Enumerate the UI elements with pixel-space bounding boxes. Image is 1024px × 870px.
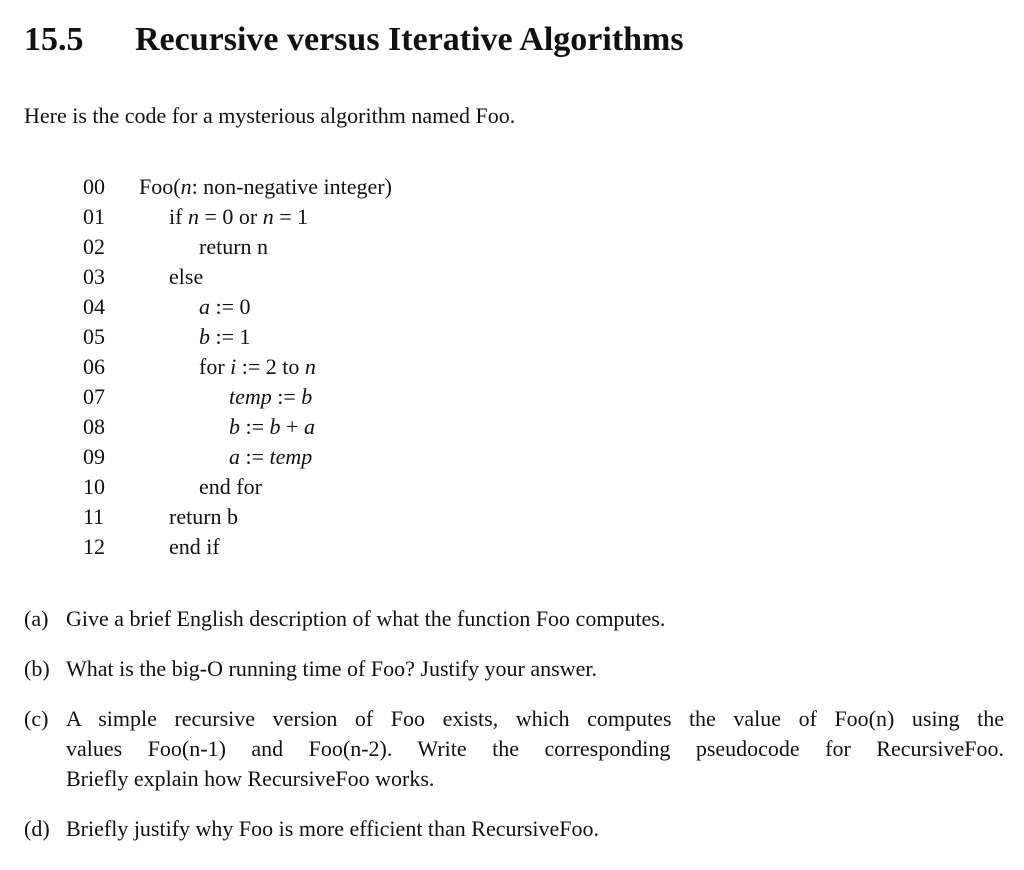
math-variable: n	[187, 204, 199, 229]
code-line	[83, 412, 583, 442]
code-statement: a := temp	[229, 444, 313, 469]
code-statement: end for	[199, 474, 262, 499]
line-number: 00	[83, 174, 105, 199]
question-label: (d)	[24, 816, 50, 841]
code-statement: b := 1	[199, 324, 251, 349]
math-variable: temp	[269, 444, 313, 469]
math-variable: b	[269, 414, 281, 439]
question-label: (c)	[24, 706, 49, 731]
code-line	[83, 532, 583, 562]
code-line	[83, 502, 583, 532]
math-variable: a	[199, 294, 210, 319]
line-number: 09	[83, 444, 105, 469]
code-line	[83, 262, 583, 292]
code-statement: b := b + a	[229, 414, 315, 439]
math-variable: n	[304, 354, 316, 379]
code-line	[83, 232, 583, 262]
question-text-line: Briefly explain how RecursiveFoo works.	[66, 766, 435, 791]
code-line	[83, 442, 583, 472]
question-item	[24, 814, 1004, 844]
code-statement: temp := b	[229, 384, 313, 409]
question-label: (b)	[24, 656, 50, 681]
code-statement: for i := 2 to n	[199, 354, 316, 379]
math-variable: a	[303, 414, 315, 439]
code-line	[83, 472, 583, 502]
question-item	[24, 704, 1004, 794]
code-statement: Foo(n: non-negative integer)	[139, 174, 392, 199]
pseudocode-listing	[83, 172, 583, 562]
code-statement: end if	[169, 534, 220, 559]
code-line	[83, 292, 583, 322]
question-text-line: Briefly justify why Foo is more efficient than RecursiveFoo.	[66, 816, 600, 841]
math-variable: b	[301, 384, 313, 409]
question-text	[66, 604, 1004, 634]
code-statement: if n = 0 or n = 1	[169, 204, 309, 229]
code-line	[83, 172, 583, 202]
line-number: 06	[83, 354, 105, 379]
code-line	[83, 382, 583, 412]
line-number: 12	[83, 534, 105, 559]
question-text-line: Give a brief English description of what the function Foo computes.	[66, 606, 666, 631]
code-statement: else	[169, 264, 204, 289]
section-title: Recursive versus Iterative Algorithms	[135, 21, 684, 58]
math-variable: n	[180, 174, 192, 199]
line-number: 07	[83, 384, 105, 409]
section-heading	[24, 18, 684, 62]
code-line	[83, 202, 583, 232]
section-number: 15.5	[24, 21, 84, 58]
question-text-line: What is the big-O running time of Foo? Justify your answer.	[66, 656, 597, 681]
code-line	[83, 352, 583, 382]
intro-paragraph: Here is the code for a mysterious algorithm named Foo.	[24, 103, 516, 128]
line-number: 05	[83, 324, 105, 349]
question-text-line: values Foo(n-1) and Foo(n-2). Write the corresponding pseudocode for RecursiveFoo.	[66, 736, 1004, 761]
math-variable: b	[199, 324, 210, 349]
math-variable: temp	[229, 384, 272, 409]
line-number: 10	[83, 474, 105, 499]
line-number: 03	[83, 264, 105, 289]
code-line	[83, 322, 583, 352]
line-number: 08	[83, 414, 105, 439]
code-statement: a := 0	[199, 294, 251, 319]
code-statement: return b	[169, 504, 239, 529]
line-number: 04	[83, 294, 105, 319]
question-text	[66, 704, 1004, 794]
question-list	[24, 604, 1004, 864]
question-label: (a)	[24, 606, 49, 631]
math-variable: n	[262, 204, 274, 229]
line-number: 11	[83, 504, 105, 529]
math-variable: i	[230, 354, 237, 379]
question-text	[66, 814, 1004, 844]
line-number: 01	[83, 204, 105, 229]
math-variable: b	[229, 414, 240, 439]
question-text-line: A simple recursive version of Foo exists, which computes the value of Foo(n) using the	[66, 706, 1004, 731]
question-item	[24, 604, 1004, 634]
math-variable: a	[229, 444, 240, 469]
question-item	[24, 654, 1004, 684]
line-number: 02	[83, 234, 105, 259]
code-statement: return n	[199, 234, 269, 259]
question-text	[66, 654, 1004, 684]
